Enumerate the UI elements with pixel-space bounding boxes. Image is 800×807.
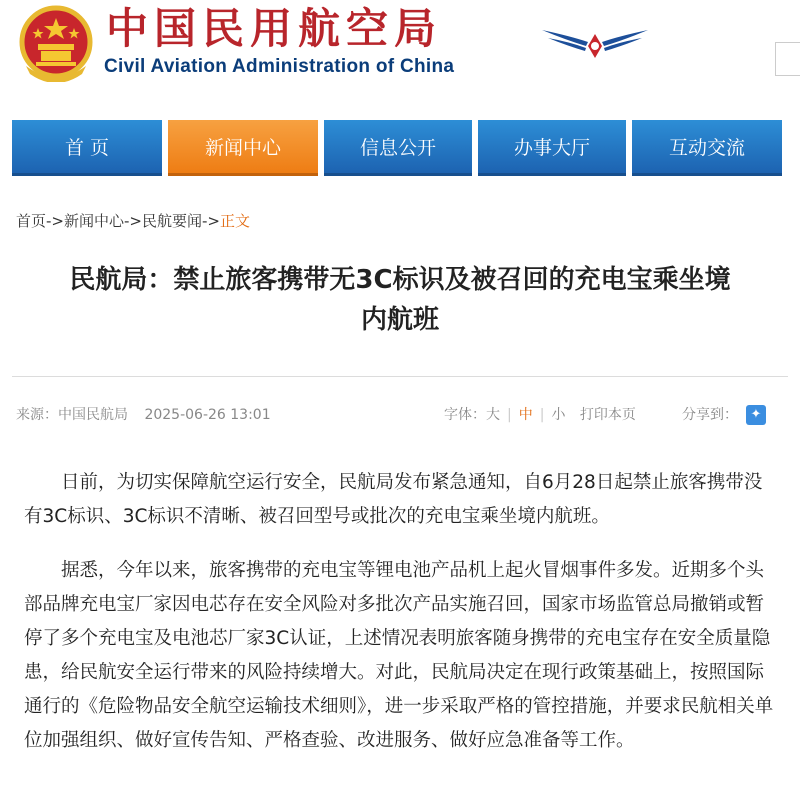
nav-service-hall[interactable]: 办事大厅 bbox=[478, 120, 626, 176]
article-title bbox=[0, 260, 800, 340]
print-button[interactable]: 打印本页 bbox=[579, 407, 636, 423]
article-paragraph: 据悉，今年以来，旅客携带的充电宝等锂电池产品机上起火冒烟事件多发。近期多个头部品牌充电宝厂家因电芯存在安全风险对多批次产品实施召回，国家市场监管总局撤销或暂停了多个充电宝及电池芯厂家3C认证，上述情况表明旅客随身携带的充电宝存在安全质量隐患，给民航安全运行带来的风险持续增大。对此，民航局决定在现行政策基础上，按照国际通行的《危险物品安全航空运输技术细则》，进一步采取严格的管控措施，并要求民航相关单位加强组织、做好宣传告知、严格查验、改进服务、做好应急准备等工作。 bbox=[24, 560, 774, 751]
site-title-cn: 中国民用航空局 bbox=[106, 4, 443, 53]
share-icon[interactable]: ✦ bbox=[746, 405, 766, 425]
tool-separator: | bbox=[539, 407, 545, 423]
nav-home[interactable]: 首 页 bbox=[12, 120, 162, 176]
breadcrumb-news[interactable]: 新闻中心 bbox=[64, 212, 125, 230]
breadcrumb-home[interactable]: 首页 bbox=[16, 212, 47, 230]
nav-news-center[interactable]: 新闻中心 bbox=[168, 120, 318, 176]
tool-separator: | bbox=[507, 407, 512, 423]
breadcrumb-separator: -> bbox=[202, 212, 220, 230]
breadcrumb-section[interactable]: 民航要闻 bbox=[142, 212, 203, 230]
article-body bbox=[24, 466, 780, 778]
font-label: 字体： bbox=[444, 407, 486, 423]
caac-wings-logo-icon bbox=[540, 22, 650, 62]
national-emblem-icon bbox=[14, 4, 98, 82]
article-source: 来源：中国民航局 bbox=[16, 407, 128, 423]
article-title-line1: 民航局：禁止旅客携带无3C标识及被召回的充电宝乘坐境 bbox=[69, 265, 731, 295]
font-medium-button[interactable]: 中 bbox=[518, 407, 533, 423]
breadcrumb-separator: -> bbox=[124, 212, 142, 230]
site-title-en: Civil Aviation Administration of China bbox=[104, 56, 455, 77]
article-paragraph: 日前，为切实保障航空运行安全，民航局发布紧急通知，自6月28日起禁止旅客携带没有3C标识、3C标识不清晰、被召回型号或批次的充电宝乘坐境内航班。 bbox=[24, 472, 763, 527]
breadcrumb bbox=[16, 210, 250, 231]
search-box[interactable] bbox=[775, 42, 800, 76]
article-datetime: 2025-06-26 13:01 bbox=[144, 407, 271, 423]
article-title-line2: 内航班 bbox=[360, 305, 439, 335]
title-divider bbox=[12, 376, 788, 377]
nav-info-disclosure[interactable]: 信息公开 bbox=[324, 120, 472, 176]
breadcrumb-current: 正文 bbox=[220, 212, 251, 230]
font-large-button[interactable]: 大 bbox=[486, 407, 500, 423]
share-label: 分享到： bbox=[682, 407, 738, 423]
font-small-button[interactable]: 小 bbox=[551, 407, 566, 423]
main-nav bbox=[0, 120, 800, 176]
article-meta bbox=[16, 404, 271, 424]
breadcrumb-separator: -> bbox=[46, 212, 64, 230]
nav-interaction[interactable]: 互动交流 bbox=[632, 120, 782, 176]
font-tools bbox=[444, 404, 636, 424]
site-header bbox=[0, 0, 800, 100]
